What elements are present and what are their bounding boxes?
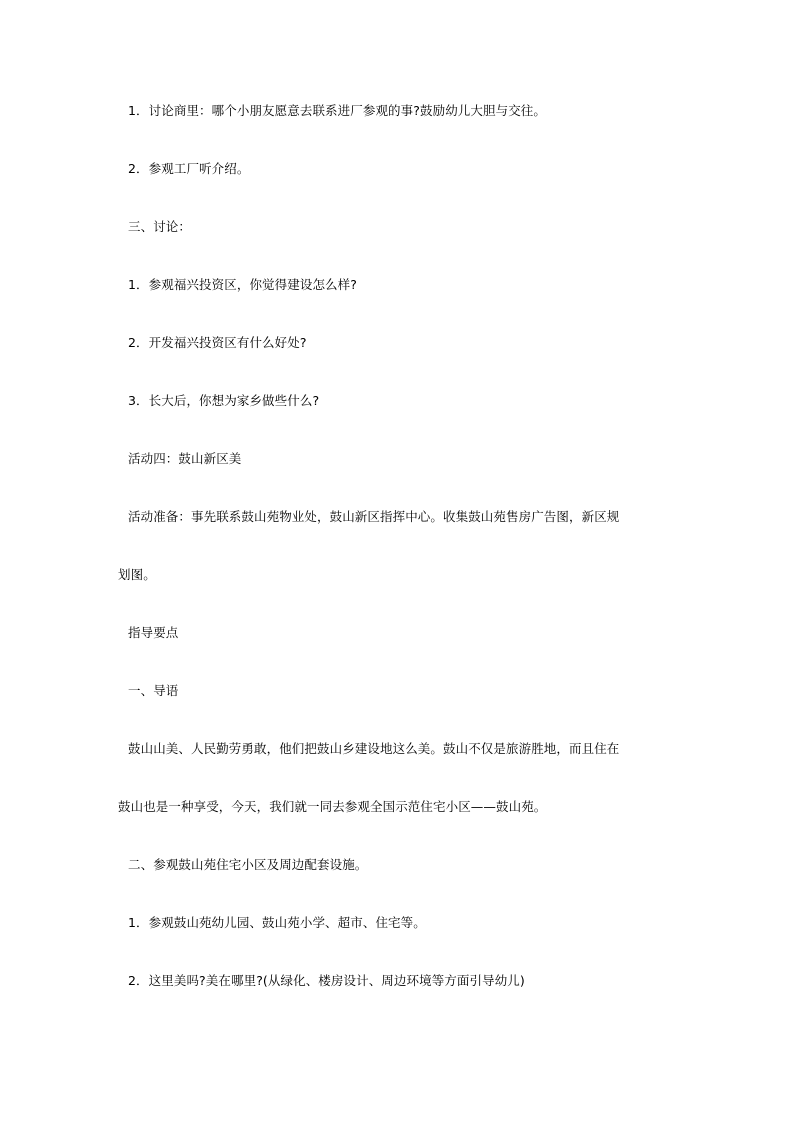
text-line-discussion-contact: 1．讨论商里：哪个小朋友愿意去联系进厂参观的事?鼓励幼儿大胆与交往。 (128, 103, 546, 118)
text-line-beauty-question: 2．这里美吗?美在哪里?(从绿化、楼房设计、周边环境等方面引导幼儿) (128, 973, 525, 988)
text-line-activity-preparation: 活动准备：事先联系鼓山苑物业处，鼓山新区指挥中心。收集鼓山苑售房广告图，新区规 (128, 509, 620, 524)
text-line-visit-factory: 2．参观工厂听介绍。 (128, 161, 250, 176)
text-line-question-3: 3．长大后，你想为家乡做些什么? (128, 393, 320, 408)
text-line-intro-paragraph-cont: 鼓山也是一种享受，今天，我们就一同去参观全国示范住宅小区——鼓山苑。 (118, 799, 547, 814)
text-line-activity-preparation-cont: 划图。 (118, 567, 156, 582)
text-line-question-2: 2．开发福兴投资区有什么好处? (128, 335, 307, 350)
text-line-visit-facilities: 1．参观鼓山苑幼儿园、鼓山苑小学、超市、住宅等。 (128, 915, 426, 930)
text-line-question-1: 1．参观福兴投资区，你觉得建设怎么样? (128, 277, 357, 292)
text-line-intro-paragraph: 鼓山山美、人民勤劳勇敢，他们把鼓山乡建设地这么美。鼓山不仅是旅游胜地，而且住在 (128, 741, 620, 756)
text-line-section-intro: 一、导语 (128, 683, 179, 698)
text-line-section-discussion: 三、讨论： (128, 219, 192, 234)
text-line-guidance-points: 指导要点 (128, 625, 179, 640)
text-line-activity-four-title: 活动四：鼓山新区美 (128, 451, 242, 466)
text-line-section-visit-community: 二、参观鼓山苑住宅小区及周边配套设施。 (128, 857, 368, 872)
